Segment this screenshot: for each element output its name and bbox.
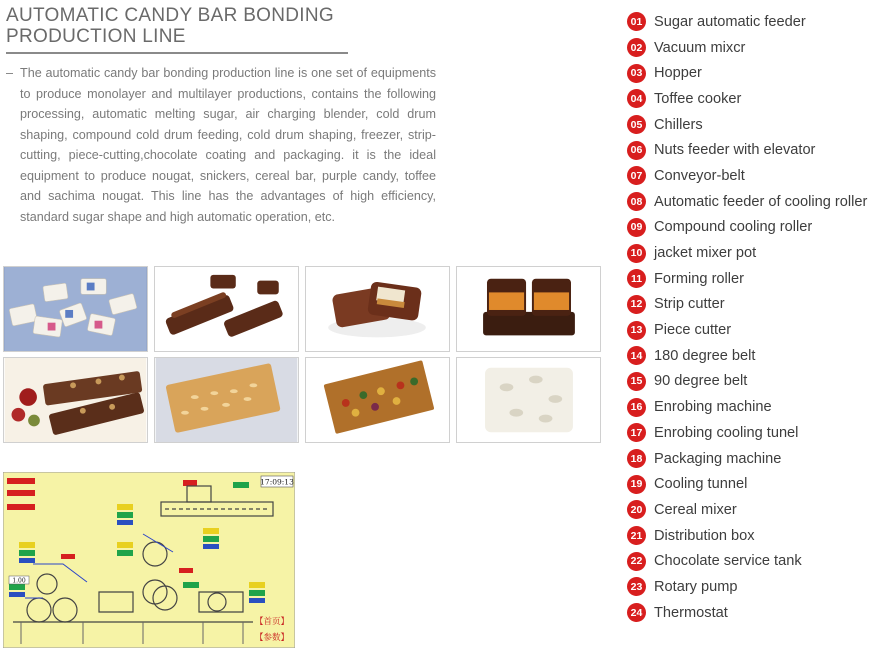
item-label: Nuts feeder with elevator xyxy=(654,142,816,159)
item-label: Thermostat xyxy=(654,604,728,621)
photo-chocolate-nougat xyxy=(305,266,450,352)
photo-caramel-bar xyxy=(456,266,601,352)
list-item xyxy=(627,548,887,574)
hmi-screen-image xyxy=(3,472,295,648)
item-number-badge: 07 xyxy=(627,166,646,185)
list-item xyxy=(627,497,887,523)
list-item xyxy=(627,471,887,497)
item-number-badge: 21 xyxy=(627,526,646,545)
list-item xyxy=(627,9,887,35)
cereal-bar-image xyxy=(306,358,449,442)
caramel-bar-image xyxy=(457,267,600,351)
item-number-badge: 06 xyxy=(627,141,646,160)
item-label: Chocolate service tank xyxy=(654,553,802,570)
item-label: Conveyor-belt xyxy=(654,167,745,184)
item-number-badge: 04 xyxy=(627,89,646,108)
item-label: Automatic feeder of cooling roller xyxy=(654,193,868,210)
list-item xyxy=(627,446,887,472)
item-label: Compound cooling roller xyxy=(654,219,813,236)
list-item xyxy=(627,60,887,86)
item-label: Rotary pump xyxy=(654,578,738,595)
item-label: Packaging machine xyxy=(654,450,782,467)
list-item xyxy=(627,137,887,163)
chocolate-bars-image xyxy=(155,267,298,351)
hmi-control-panel xyxy=(3,472,295,648)
description xyxy=(6,63,436,227)
item-number-badge: 18 xyxy=(627,449,646,468)
description-dash: – xyxy=(6,66,14,80)
hmi-params-button[interactable]: 【参数】 xyxy=(255,633,290,643)
fruit-nut-bar-image xyxy=(4,358,147,442)
item-label: 90 degree belt xyxy=(654,373,748,390)
list-item xyxy=(627,343,887,369)
list-item xyxy=(627,574,887,600)
white-nougat-image xyxy=(457,358,600,442)
item-label: Toffee cooker xyxy=(654,90,742,107)
list-item xyxy=(627,163,887,189)
item-label: Sugar automatic feeder xyxy=(654,13,806,30)
item-label: jacket mixer pot xyxy=(654,245,757,262)
item-number-badge: 16 xyxy=(627,398,646,417)
item-label: Chillers xyxy=(654,116,703,133)
photo-white-nougat xyxy=(456,357,601,443)
page-title xyxy=(6,5,334,47)
list-item xyxy=(627,86,887,112)
list-item xyxy=(627,189,887,215)
list-item xyxy=(627,112,887,138)
item-label: Cooling tunnel xyxy=(654,476,748,493)
item-number-badge: 15 xyxy=(627,372,646,391)
product-photo-grid xyxy=(3,266,601,444)
list-item xyxy=(627,420,887,446)
item-number-badge: 23 xyxy=(627,577,646,596)
item-label: 180 degree belt xyxy=(654,347,756,364)
item-number-badge: 20 xyxy=(627,500,646,519)
item-label: Piece cutter xyxy=(654,322,732,339)
item-number-badge: 13 xyxy=(627,321,646,340)
item-number-badge: 10 xyxy=(627,244,646,263)
list-item xyxy=(627,215,887,241)
item-label: Enrobing cooling tunel xyxy=(654,424,799,441)
item-number-badge: 14 xyxy=(627,346,646,365)
list-item xyxy=(627,35,887,61)
title-line-2: PRODUCTION LINE xyxy=(6,26,186,47)
item-number-badge: 01 xyxy=(627,12,646,31)
sesame-bar-image xyxy=(155,358,298,442)
item-label: Distribution box xyxy=(654,527,755,544)
item-number-badge: 22 xyxy=(627,552,646,571)
item-number-badge: 19 xyxy=(627,475,646,494)
hmi-clock: 17:09:13 xyxy=(260,477,294,487)
photo-cereal-bar xyxy=(305,357,450,443)
item-number-badge: 17 xyxy=(627,423,646,442)
list-item xyxy=(627,317,887,343)
item-number-badge: 12 xyxy=(627,295,646,314)
item-number-badge: 05 xyxy=(627,115,646,134)
title-underline xyxy=(6,52,348,54)
hmi-home-button[interactable]: 【首页】 xyxy=(255,617,290,627)
item-number-badge: 09 xyxy=(627,218,646,237)
description-text: The automatic candy bar bonding production line is one set of equipments to produce monolayer and multilayer productions, contains the following processing, automatic melting sugar, air charging blender, cold drum shaping, compound cold drum feeding, cold drum shaping, freezer, strip-cutting, piece-cutting,chocolate coating and packaging. it is the ideal equipment to produce nougat, snickers, cereal bar, purple candy, toffee and sachima nougat. This line has the advantages of high efficiency, standard sugar shape and high automatic operation, etc. xyxy=(20,66,436,224)
photo-sesame-bar xyxy=(154,357,299,443)
photo-wrapped-nougat xyxy=(3,266,148,352)
item-number-badge: 03 xyxy=(627,64,646,83)
item-number-badge: 02 xyxy=(627,38,646,57)
list-item xyxy=(627,369,887,395)
item-number-badge: 24 xyxy=(627,603,646,622)
title-line-1: AUTOMATIC CANDY BAR BONDING xyxy=(6,5,334,26)
chocolate-nougat-image xyxy=(306,267,449,351)
item-label: Cereal mixer xyxy=(654,501,737,518)
item-label: Hopper xyxy=(654,65,702,82)
list-item xyxy=(627,292,887,318)
item-label: Vacuum mixcr xyxy=(654,39,746,56)
list-item xyxy=(627,523,887,549)
item-label: Forming roller xyxy=(654,270,745,287)
item-number-badge: 08 xyxy=(627,192,646,211)
item-number-badge: 11 xyxy=(627,269,646,288)
list-item xyxy=(627,394,887,420)
list-item xyxy=(627,240,887,266)
list-item xyxy=(627,600,887,626)
photo-fruit-nut-bar xyxy=(3,357,148,443)
item-label: Strip cutter xyxy=(654,296,725,313)
item-label: Enrobing machine xyxy=(654,399,772,416)
parts-list xyxy=(627,9,887,626)
hmi-readout: 1.00 xyxy=(12,577,26,585)
list-item xyxy=(627,266,887,292)
photo-chocolate-bars xyxy=(154,266,299,352)
wrapped-nougat-image xyxy=(4,267,147,351)
